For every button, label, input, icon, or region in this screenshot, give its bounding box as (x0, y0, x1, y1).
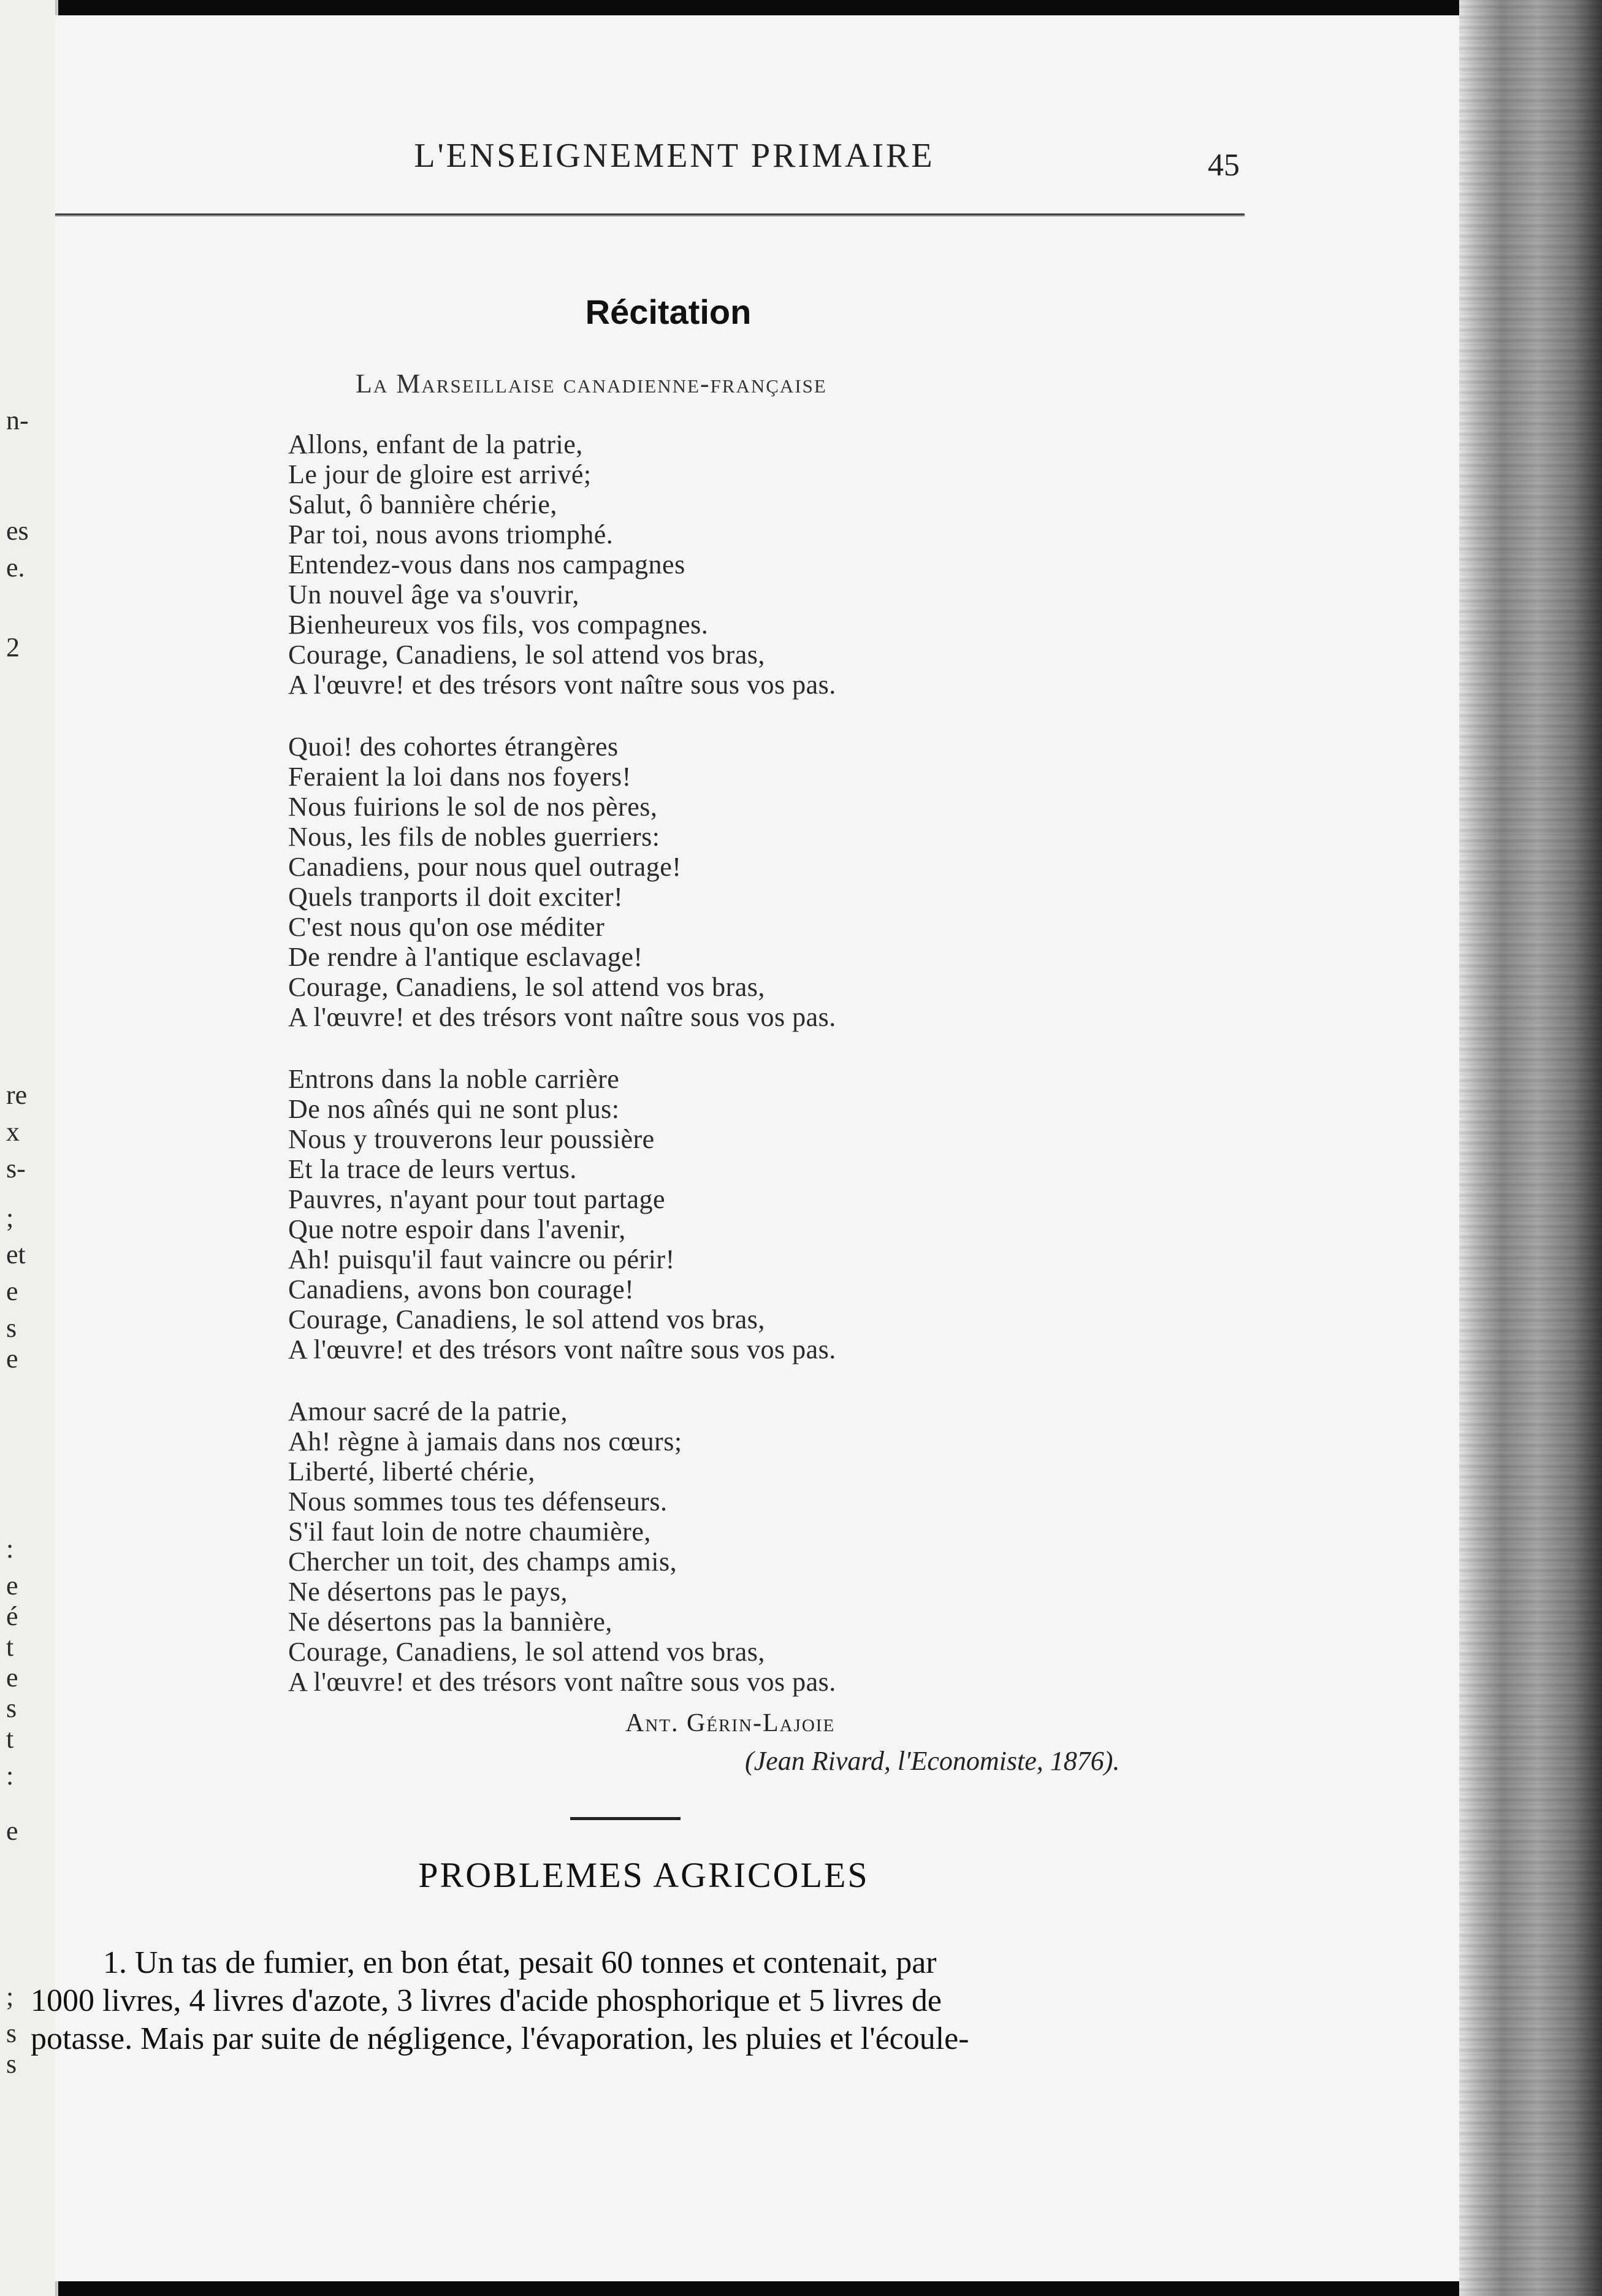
poem-verse: Salut, ô bannière chérie, (288, 489, 557, 519)
poem-verse: Nous fuirions le sol de nos pères, (288, 792, 658, 822)
poem-verse: De rendre à l'antique esclavage! (288, 942, 643, 972)
bleed-text: n- (6, 405, 29, 435)
poem-verse: A l'œuvre! et des trésors vont naître sous vos pas. (288, 1667, 836, 1697)
poem-verse: Canadiens, avons bon courage! (288, 1274, 635, 1304)
poem-verse: Bienheureux vos fils, vos compagnes. (288, 610, 709, 640)
poem-verse: C'est nous qu'on ose méditer (288, 912, 605, 942)
poem-verse: Entendez-vous dans nos campagnes (288, 549, 685, 580)
poem-verse: Que notre espoir dans l'avenir, (288, 1214, 626, 1244)
poem-verse: Quoi! des cohortes étrangères (288, 732, 619, 762)
poem-verse: Et la trace de leurs vertus. (288, 1154, 577, 1184)
bleed-text: s (6, 1313, 17, 1343)
poem (288, 429, 1361, 1729)
poem-title: La Marseillaise canadienne-française (356, 369, 827, 399)
bleed-text: es (6, 516, 29, 546)
bleed-text: e (6, 1816, 18, 1846)
poem-verse: Ne désertons pas la bannière, (288, 1607, 612, 1637)
poem-verse: Courage, Canadiens, le sol attend vos bras, (288, 640, 765, 670)
bleed-text: ; (6, 1203, 14, 1233)
poem-source: (Jean Rivard, l'Economiste, 1876). (745, 1746, 1120, 1776)
bleed-text: e (6, 1276, 18, 1306)
poem-verse: Quels tranports il doit exciter! (288, 882, 624, 912)
problem-line: 1. Un tas de fumier, en bon état, pesait 60 tonnes et contenait, par (103, 1945, 937, 1980)
section-title: Récitation (585, 293, 752, 331)
bleed-text: e (6, 1571, 18, 1601)
poem-verse: Le jour de gloire est arrivé; (288, 459, 592, 489)
poem-verse: Ah! règne à jamais dans nos cœurs; (288, 1426, 682, 1456)
bleed-text: e. (6, 553, 25, 583)
poem-verse: Ah! puisqu'il faut vaincre ou périr! (288, 1244, 675, 1274)
poem-verse: Chercher un toit, des champs amis, (288, 1547, 677, 1577)
bleed-text: : (6, 1534, 14, 1564)
bleed-text: é (6, 1601, 18, 1631)
poem-verse: Canadiens, pour nous quel outrage! (288, 852, 682, 882)
poem-verse: Courage, Canadiens, le sol attend vos bras, (288, 1637, 765, 1667)
bleed-text: s (6, 2049, 17, 2079)
bleed-text: e (6, 1663, 18, 1693)
bleed-text: e (6, 1344, 18, 1374)
poem-verse: Ne désertons pas le pays, (288, 1577, 568, 1607)
poem-verse: Nous sommes tous tes défenseurs. (288, 1487, 668, 1517)
poem-stanza (288, 1396, 1361, 1697)
poem-verse: S'il faut loin de notre chaumière, (288, 1517, 651, 1547)
running-head: L'ENSEIGNEMENT PRIMAIRE (414, 137, 935, 175)
bleed-text: t (6, 1724, 14, 1754)
poem-verse: Par toi, nous avons triomphé. (288, 519, 614, 549)
bleed-text: t (6, 1632, 14, 1662)
book-gutter-shadow (1459, 0, 1602, 2296)
section-divider (570, 1817, 681, 1820)
poem-stanza (288, 429, 1361, 700)
problem-text (31, 1944, 1232, 2058)
bleed-text: s- (6, 1154, 26, 1184)
poem-verse: Nous, les fils de nobles guerriers: (288, 822, 660, 852)
poem-verse: Courage, Canadiens, le sol attend vos bras, (288, 972, 765, 1002)
bleed-text: 2 (6, 632, 20, 662)
problem-line: potasse. Mais par suite de négligence, l'évaporation, les pluies et l'écoule- (31, 2021, 969, 2056)
poem-verse: Un nouvel âge va s'ouvrir, (288, 580, 579, 610)
bleed-text: ; (6, 1981, 14, 2011)
page-number: 45 (1208, 148, 1240, 183)
poem-verse: A l'œuvre! et des trésors vont naître sous vos pas. (288, 1002, 836, 1032)
bleed-text: et (6, 1239, 26, 1269)
poem-verse: Feraient la loi dans nos foyers! (288, 762, 631, 792)
poem-verse: Entrons dans la noble carrière (288, 1064, 620, 1094)
bleed-text: re (6, 1080, 28, 1110)
bleed-text: s (6, 1693, 17, 1723)
poem-author: Ant. Gérin-Lajoie (625, 1709, 836, 1737)
bleed-text: x (6, 1117, 20, 1147)
poem-verse: Nous y trouverons leur poussière (288, 1124, 655, 1154)
poem-verse: Allons, enfant de la patrie, (288, 429, 583, 459)
poem-verse: Pauvres, n'ayant pour tout partage (288, 1184, 666, 1214)
header-rule (55, 213, 1245, 216)
bleed-text: : (6, 1761, 14, 1791)
poem-verse: Amour sacré de la patrie, (288, 1396, 568, 1426)
poem-verse: A l'œuvre! et des trésors vont naître sous vos pas. (288, 670, 836, 700)
poem-verse: Courage, Canadiens, le sol attend vos bras, (288, 1304, 765, 1334)
poem-stanza (288, 732, 1361, 1032)
poem-verse: De nos aînés qui ne sont plus: (288, 1094, 620, 1124)
poem-stanza (288, 1064, 1361, 1364)
section2-title: PROBLEMES AGRICOLES (418, 1855, 869, 1895)
poem-verse: A l'œuvre! et des trésors vont naître sous vos pas. (288, 1334, 836, 1364)
problem-line: 1000 livres, 4 livres d'azote, 3 livres d'acide phosphorique et 5 livres de (31, 1983, 942, 2018)
bleed-text: s (6, 2018, 17, 2048)
poem-verse: Liberté, liberté chérie, (288, 1456, 535, 1487)
